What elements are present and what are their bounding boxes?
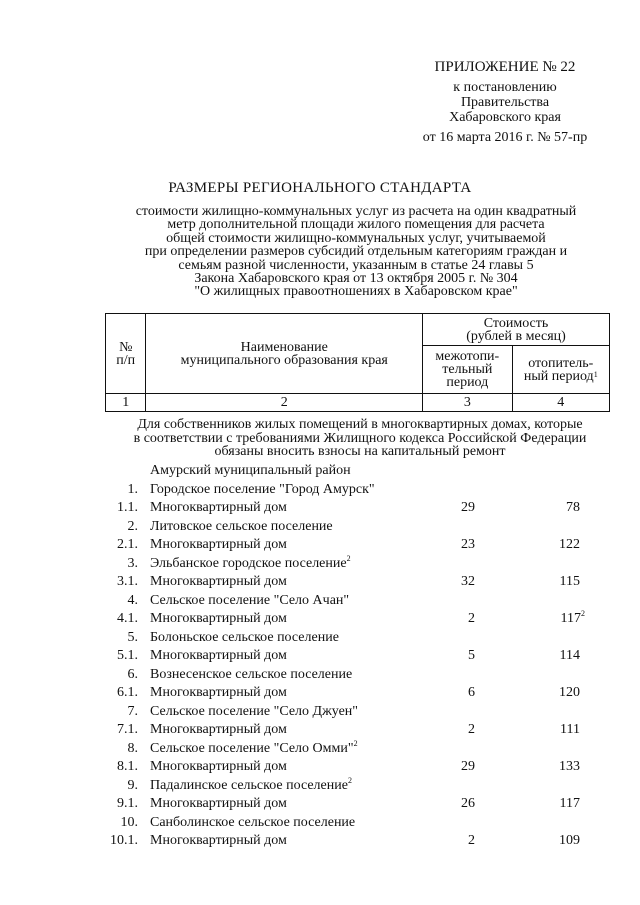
- row-interheating-value: 23: [461, 537, 475, 552]
- appendix-line: Хабаровского края: [449, 110, 561, 125]
- row-number: 4.: [127, 592, 138, 608]
- row-number: 9.1.: [117, 796, 138, 811]
- row-name: Сельское поселение "Село Омми"$^2$: [150, 738, 358, 756]
- row-heating-value: 114: [559, 648, 580, 663]
- row-name: Многоквартирный дом: [150, 648, 287, 663]
- row-number: 8.: [127, 740, 138, 756]
- subtitle-line: при определении размеров субсидий отдельным категориям граждан и: [144, 244, 568, 260]
- row-name: Болоньское сельское поселение: [150, 629, 339, 645]
- row-number: 3.1.: [117, 574, 138, 589]
- table-row: [0, 722, 640, 741]
- row-heating-value: 120: [559, 685, 580, 700]
- table-row: [0, 667, 640, 686]
- header-num-4: 4: [512, 394, 609, 412]
- table-row: [0, 537, 640, 556]
- row-name: Литовское сельское поселение: [150, 518, 333, 534]
- row-name: Многоквартирный дом: [150, 796, 287, 811]
- subtitle-line: метр дополнительной площади жилого помещения для расчета: [167, 217, 545, 233]
- row-name: Сельское поселение "Село Ачан": [150, 592, 350, 608]
- appendix-title: ПРИЛОЖЕНИЕ № 22: [434, 59, 576, 75]
- table-row: [0, 593, 640, 612]
- table-row: [0, 463, 640, 482]
- row-interheating-value: 6: [468, 685, 475, 700]
- row-number: 5.1.: [117, 648, 138, 663]
- subtitle-line: "О жилищных правоотношениях в Хабаровском крае": [194, 284, 518, 300]
- footnote-mark: 2: [346, 553, 351, 563]
- row-number: 6.1.: [117, 685, 138, 700]
- row-number: 8.1.: [117, 759, 138, 774]
- row-number: 9.: [127, 777, 138, 793]
- subtitle-line: стоимости жилищно-коммунальных услуг из расчета на один квадратный: [135, 204, 577, 219]
- row-interheating-value: 2: [468, 833, 475, 848]
- row-name: Эльбанское городское поселение$^2$: [150, 553, 351, 571]
- table-row: [0, 553, 640, 575]
- table-row: [0, 704, 640, 723]
- row-name: Городское поселение "Город Амурск": [150, 481, 375, 497]
- table-row: [0, 759, 640, 778]
- row-heating-value: 117: [559, 796, 580, 811]
- row-name: Многоквартирный дом: [150, 722, 287, 737]
- row-name: Многоквартирный дом: [150, 685, 287, 700]
- row-interheating-value: 29: [461, 759, 475, 774]
- header-heating: отопитель- ный период$^1$: [512, 346, 609, 394]
- table-row: [0, 815, 640, 834]
- table-row: [0, 630, 640, 649]
- document-subtitle: [100, 205, 612, 299]
- table-row: [0, 738, 640, 760]
- footnote-mark: 2: [347, 775, 352, 785]
- header-number: № п/п: [106, 314, 146, 394]
- row-number: 1.: [127, 481, 138, 497]
- subtitle-line: семьям разной численности, указанным в статье 24 главы 5: [178, 257, 534, 273]
- row-heating-value: 115: [559, 574, 580, 589]
- table-row: [0, 775, 640, 797]
- table-row: [0, 482, 640, 501]
- table-row: [0, 500, 640, 519]
- table-row: [0, 611, 640, 630]
- table-row: [0, 519, 640, 538]
- row-name: Амурский муниципальный район: [150, 463, 351, 478]
- subtitle-line: общей стоимости жилищно-коммунальных услуг, учитываемой: [166, 230, 546, 246]
- appendix-block: [380, 58, 630, 145]
- row-number: 2.: [127, 518, 138, 534]
- table-row: [0, 574, 640, 593]
- row-name: Санболинское сельское поселение: [150, 814, 356, 830]
- row-name: Многоквартирный дом: [150, 537, 287, 552]
- footnote-mark: 1: [593, 369, 598, 379]
- table-row: [0, 833, 640, 852]
- row-name: Многоквартирный дом: [150, 500, 287, 515]
- row-heating-value: 111: [560, 722, 580, 737]
- footnote-mark: 2: [353, 738, 358, 748]
- row-interheating-value: 2: [468, 722, 475, 737]
- appendix-line: Правительства: [460, 95, 550, 110]
- appendix-date: от 16 марта 2016 г. № 57-пр: [422, 130, 588, 145]
- row-interheating-value: 32: [461, 574, 475, 589]
- row-name: Многоквартирный дом: [150, 759, 287, 774]
- row-interheating-value: 5: [468, 648, 475, 663]
- header-interheating: межотопи- тельный период: [423, 346, 513, 394]
- row-name: Вознесенское сельское поселение: [150, 666, 353, 682]
- row-heating-value: 78: [566, 500, 580, 515]
- footnote-mark: 2: [581, 609, 585, 618]
- row-number: 10.: [120, 814, 138, 830]
- row-number: 7.1.: [117, 722, 138, 737]
- row-name: Многоквартирный дом: [150, 611, 287, 626]
- row-interheating-value: 29: [461, 500, 475, 515]
- header-num-2: 2: [146, 394, 423, 412]
- appendix-line: к постановлению: [453, 80, 557, 95]
- subtitle-line: Закона Хабаровского края от 13 октября 2005 г. № 304: [194, 271, 518, 287]
- row-name: Многоквартирный дом: [150, 833, 287, 848]
- row-number: 7.: [127, 703, 138, 719]
- row-name: Падалинское сельское поселение$^2$: [150, 775, 352, 793]
- header-name: Наименование муниципального образования края: [146, 314, 423, 394]
- row-heating-value: $117^2$: [560, 609, 585, 626]
- table-row: [0, 685, 640, 704]
- row-interheating-value: 26: [461, 796, 475, 811]
- header-num-3: 3: [423, 394, 513, 412]
- row-name: Сельское поселение "Село Джуен": [150, 703, 359, 719]
- header-cost: Стоимость (рублей в месяц): [423, 314, 610, 346]
- table-row: [0, 796, 640, 815]
- row-heating-value: 133: [559, 759, 580, 774]
- row-number: 3.: [127, 555, 138, 571]
- row-number: 2.1.: [117, 537, 138, 552]
- header-num-1: 1: [106, 394, 146, 412]
- row-number: 5.: [127, 629, 138, 645]
- row-number: 6.: [127, 666, 138, 682]
- row-heating-value: 122: [559, 537, 580, 552]
- table-row: [0, 648, 640, 667]
- row-number: 4.1.: [117, 611, 138, 626]
- table-header: [105, 313, 610, 412]
- table-body: [0, 463, 640, 852]
- row-heating-value: 109: [559, 833, 580, 848]
- row-interheating-value: 2: [468, 611, 475, 626]
- document-title: РАЗМЕРЫ РЕГИОНАЛЬНОГО СТАНДАРТА: [168, 180, 472, 196]
- section-intro: Для собственников жилых помещений в многоквартирных домах, которые в соответствии с требованиями Жилищного кодекса Российской Федерации обязаны вносить взносы на капитальный ремонт: [133, 417, 587, 459]
- row-number: 10.1.: [110, 833, 138, 848]
- row-number: 1.1.: [117, 500, 138, 515]
- row-name: Многоквартирный дом: [150, 574, 287, 589]
